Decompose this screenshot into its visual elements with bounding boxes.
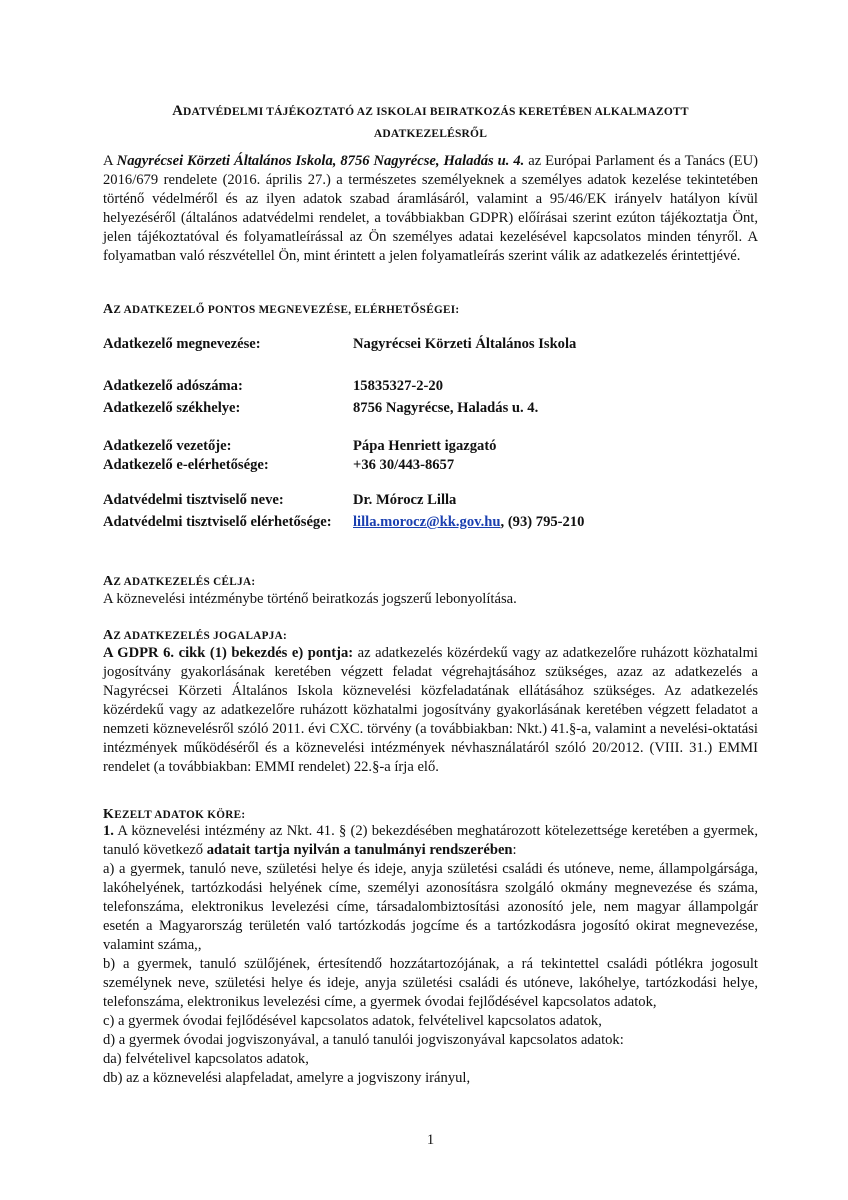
title-line-1: ADATVÉDELMI TÁJÉKOZTATÓ AZ ISKOLAI BEIRATKOZÁS KERETÉBEN ALKALMAZOTT: [172, 103, 689, 119]
intro-paragraph: A Nagyrécsei Körzeti Általános Iskola, 8756 Nagyrécse, Haladás u. 4. az Európai Parlament és a Tanács (EU) 2016/679 rendelete (2016. április 27.) a természetes személyeknek a személyes adatok kezelése tekintetében történő védelméről és az ilyen adatok szabad áramlásáról, valamint a 95/46/EK irányelv hatályon kívül helyezéséről (általános adatvédelmi rendelet, a továbbiakban GDPR) előírásai szerint ezúton tájékoztatja Önt, jelen tájékoztatóval és folyamatleírással az Ön személyes adatai kezelésével kapcsolatos minden tényről. A folyamatban való részvétellel Ön, mint érintett a jelen folyamatleírás szerint válik az adatkezelés érintettjévé.: [103, 153, 758, 264]
data-scope-p1: 1. A köznevelési intézmény az Nkt. 41. § (2) bekezdésében meghatározott kötelezettsége keretében a gyermek, tanuló következő adatait tartja nyilván a tanulmányi rendszerében:: [103, 823, 758, 858]
dpo-email-link[interactable]: lilla.morocz@kk.gov.hu: [353, 514, 501, 530]
school-name: Nagyrécsei Körzeti Általános Iskola, 8756 Nagyrécse, Haladás u. 4.: [116, 153, 525, 169]
controller-section-heading: AZ ADATKEZELŐ PONTOS MEGNEVEZÉSE, ELÉRHETŐSÉGEI:: [103, 302, 460, 317]
purpose-text: A köznevelési intézménybe történő beiratkozás jogszerű lebonyolítása.: [103, 591, 517, 607]
document-title: [103, 100, 758, 145]
data-scope-item-c: c) a gyermek óvodai fejlődésével kapcsolatos adatok, felvételivel kapcsolatos adatok,: [103, 1013, 602, 1029]
data-scope-item-a: a) a gyermek, tanuló neve, születési helye és ideje, anyja születési családi és utóneve, neme, állampolgársága, lakóhelyének, tartózkodási helyének címe, személyi azonosításra szolgáló okmány megnevezése és száma, telefonszáma, elektronikus levelezési címe, társadalombiztosítási azonosító jele, nem magyar állampolgár esetén a Magyarország területén való tartózkodás jogcíme és a tartózkodásra jogosító okirat megnevezése, valamint száma,,: [103, 861, 758, 953]
data-scope-item-d: d) a gyermek óvodai jogviszonyával, a tanuló tanulói jogviszonyával kapcsolatos adatok:: [103, 1032, 624, 1048]
page-number: 1: [426, 1132, 435, 1148]
title-line-2: ADATKEZELÉSRŐL: [373, 128, 488, 140]
legal-basis-paragraph: A GDPR 6. cikk (1) bekezdés e) pontja: az adatkezelés közérdekű vagy az adatkezelőre ruházott közhatalmi jogosítvány gyakorlásának keretében végzett feladat végrehajtásához szükséges, azaz az adatkezelés a Nagyrécsei Körzeti Általános Iskola köznevelési közfeladatának ellátásához szükséges. Az adatkezelés közérdekű vagy az adatkezelőre ruházott közhatalmi jogosítvány gyakorlásának keretében végzett feladatot a nemzeti köznevelésről szóló 2011. évi CXC. törvény (a továbbiakban: Nkt.) 41.§-a, valamint a nevelési-oktatási intézmények működéséről és a köznevelési intézmények névhasználatáról szóló 20/2012. (VIII. 31.) EMMI rendelet (a továbbiakban: EMMI rendelet) 22.§-a írja elő.: [103, 645, 758, 775]
data-scope-list: [103, 822, 758, 1088]
data-scope-item-b: b) a gyermek, tanuló szülőjének, értesítendő hozzátartozójának, a rá tekintettel családi pótlékra jogosult személynek neve, születési helye és ideje, anyja születési családi és utóneve, lakóhelye, tartózkodási helye, telefonszáma, elektronikus levelezési címe, a gyermek óvodai fejlődésével kapcsolatos adatok,: [103, 956, 758, 1010]
data-scope-item-db: db) az a köznevelési alapfeladat, amelyre a jogviszony irányul,: [103, 1070, 471, 1086]
purpose-heading: AZ ADATKEZELÉS CÉLJA:: [103, 574, 256, 589]
data-scope-item-da: da) felvételivel kapcsolatos adatok,: [103, 1051, 309, 1067]
legal-basis-heading: AZ ADATKEZELÉS JOGALAPJA:: [103, 628, 288, 643]
data-scope-heading: KEZELT ADATOK KÖRE:: [103, 807, 246, 822]
